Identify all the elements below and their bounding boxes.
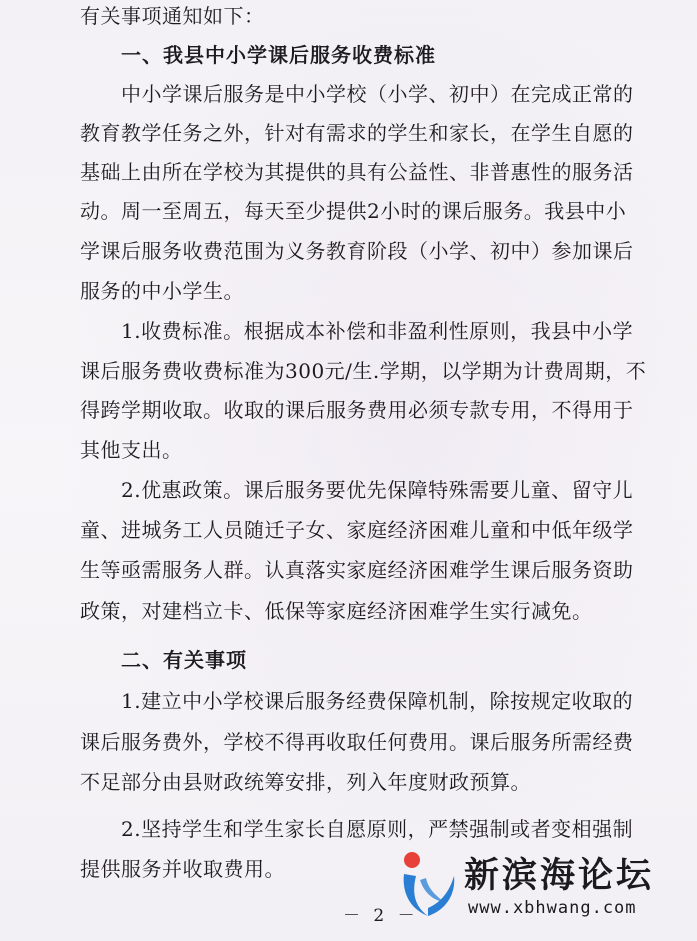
text-line-20: 不足部分由县财政统筹安排，列入年度财政预算。 xyxy=(80,770,531,794)
text-line-10: 课后服务费收费标准为300元/生.学期，以学期为计费周期，不 xyxy=(80,359,647,383)
text-line-21: 2.坚持学生和学生家长自愿原则，严禁强制或者变相强制 xyxy=(121,817,634,841)
section-heading-2: 二、有关事项 xyxy=(121,648,247,672)
text-line-5: 基础上由所在学校为其提供的具有公益性、非普惠性的服务活 xyxy=(80,160,634,184)
text-line-13: 2.优惠政策。课后服务要优先保障特殊需要儿童、留守儿 xyxy=(121,478,634,502)
text-line-18: 1.建立中小学校课后服务经费保障机制，除按规定收取的 xyxy=(121,689,634,713)
text-line-19: 课后服务费外，学校不得再收取任何费用。课后服务所需经费 xyxy=(80,730,634,754)
section-heading-1: 一、我县中小学课后服务收费标准 xyxy=(121,43,436,67)
text-line-9: 1.收费标准。根据成本补偿和非盈利性原则，我县中小学 xyxy=(121,319,634,343)
site-watermark xyxy=(398,848,693,928)
watermark-url: www.xbhwang.com xyxy=(468,898,637,918)
logo-dot xyxy=(404,852,420,868)
text-line-16: 政策，对建档立卡、低保等家庭经济困难学生实行减免。 xyxy=(80,599,593,623)
text-line-14: 童、进城务工人员随迁子女、家庭经济困难儿童和中低年级学 xyxy=(80,518,634,542)
page-number: － 2 － xyxy=(343,906,419,926)
text-line-7: 学课后服务收费范围为义务教育阶段（小学、初中）参加课后 xyxy=(80,239,634,263)
text-line-4: 教育教学任务之外，针对有需求的学生和家长，在学生自愿的 xyxy=(80,121,634,145)
watermark-title: 新滨海论坛 xyxy=(464,856,655,896)
logo-swoosh-inner xyxy=(420,878,444,902)
text-line-6: 动。周一至周五，每天至少提供2小时的课后服务。我县中小 xyxy=(80,199,627,223)
site-logo-icon xyxy=(398,850,464,922)
text-line-11: 得跨学期收取。收取的课后服务费用必须专款专用，不得用于 xyxy=(80,398,634,422)
text-line-15: 生等亟需服务人群。认真落实家庭经济困难学生课后服务资助 xyxy=(80,558,634,582)
text-line-8: 服务的中小学生。 xyxy=(80,279,244,303)
text-line-3: 中小学课后服务是中小学校（小学、初中）在完成正常的 xyxy=(121,82,634,106)
text-line-12: 其他支出。 xyxy=(80,438,183,462)
text-line-22: 提供服务并收取费用。 xyxy=(80,857,285,881)
text-line-1: 有关事项通知如下： xyxy=(80,4,265,28)
